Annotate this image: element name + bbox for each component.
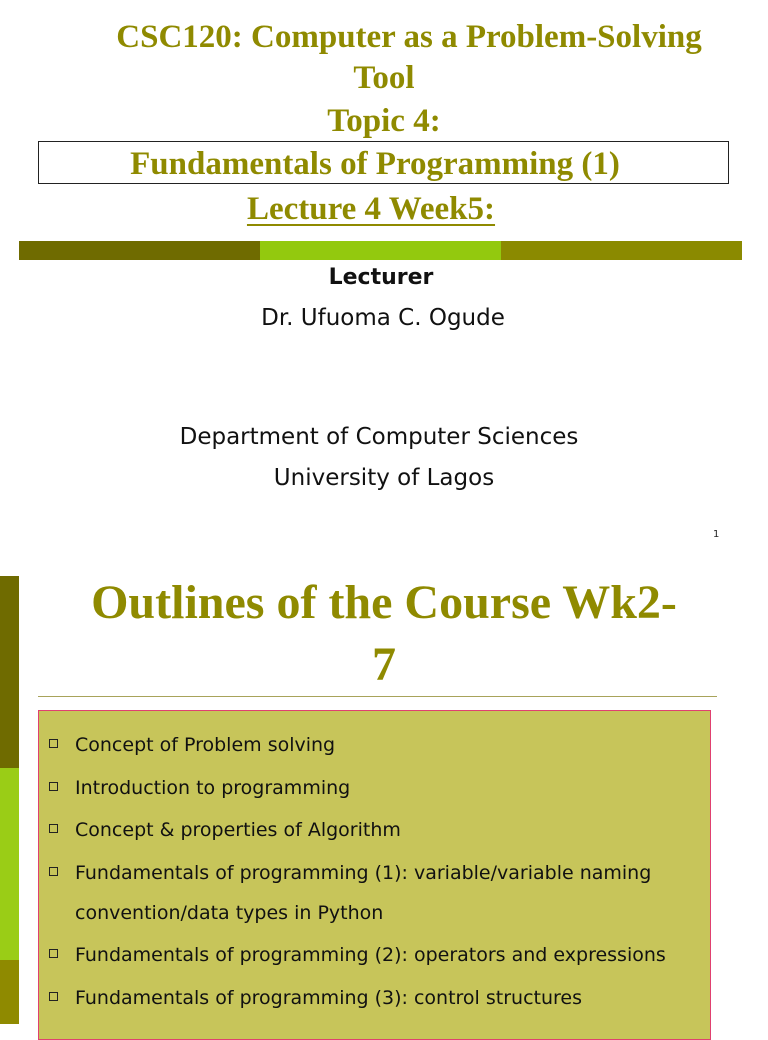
- decorative-color-band: [19, 241, 742, 260]
- square-bullet-icon: [49, 739, 58, 748]
- course-title-line-1: CSC120: Computer as a Problem-Solving: [116, 19, 702, 55]
- slide-number: 1: [713, 529, 720, 540]
- outline-slide: [0, 552, 768, 1024]
- bullet-text: Fundamentals of programming (3): control structures: [75, 986, 582, 1009]
- bullet-text: Fundamentals of programming (2): operators and expressions: [75, 944, 666, 966]
- band-segment-olive: [501, 241, 742, 260]
- list-item: [49, 978, 699, 1018]
- side-bar-bright: [0, 768, 19, 960]
- bullet-text: Concept & properties of Algorithm: [75, 819, 401, 841]
- list-item: [49, 935, 699, 975]
- bullet-text: Fundamentals of programming (1): variable/variable naming convention/data types in Python: [75, 861, 652, 924]
- band-segment-bright: [260, 241, 501, 260]
- topic-label: Topic 4:: [327, 103, 441, 139]
- university-name: University of Lagos: [273, 465, 495, 491]
- bullet-text: Concept of Problem solving: [75, 734, 336, 756]
- band-segment-dark: [19, 241, 260, 260]
- lecturer-heading: Lecturer: [328, 265, 434, 290]
- topic-title: Fundamentals of Programming (1): [130, 146, 620, 182]
- bullet-text: Introduction to programming: [75, 776, 351, 799]
- square-bullet-icon: [49, 949, 58, 958]
- lecture-week-heading: [0, 191, 755, 228]
- outline-title-line-1: Outlines of the Course Wk2-: [91, 576, 677, 629]
- list-item: [49, 853, 699, 933]
- square-bullet-icon: [49, 867, 58, 876]
- square-bullet-icon: [49, 824, 58, 833]
- lecturer-name: Dr. Ufuoma C. Ogude: [261, 305, 505, 331]
- lecture-week-text: Lecture 4 Week5:: [246, 191, 496, 227]
- list-item: [49, 810, 699, 850]
- outline-title-line-2: 7: [372, 638, 396, 691]
- square-bullet-icon: [49, 782, 58, 791]
- course-title-line-2: Tool: [353, 60, 415, 96]
- list-item: [49, 768, 699, 808]
- square-bullet-icon: [49, 992, 58, 1001]
- list-item: [49, 725, 699, 765]
- side-bar-olive: [0, 960, 19, 1024]
- side-bar-dark: [0, 576, 19, 768]
- outline-content-box: [38, 710, 711, 1040]
- department-name: Department of Computer Sciences: [179, 424, 579, 450]
- outline-bullet-list: [49, 725, 699, 1020]
- title-divider: [38, 696, 717, 697]
